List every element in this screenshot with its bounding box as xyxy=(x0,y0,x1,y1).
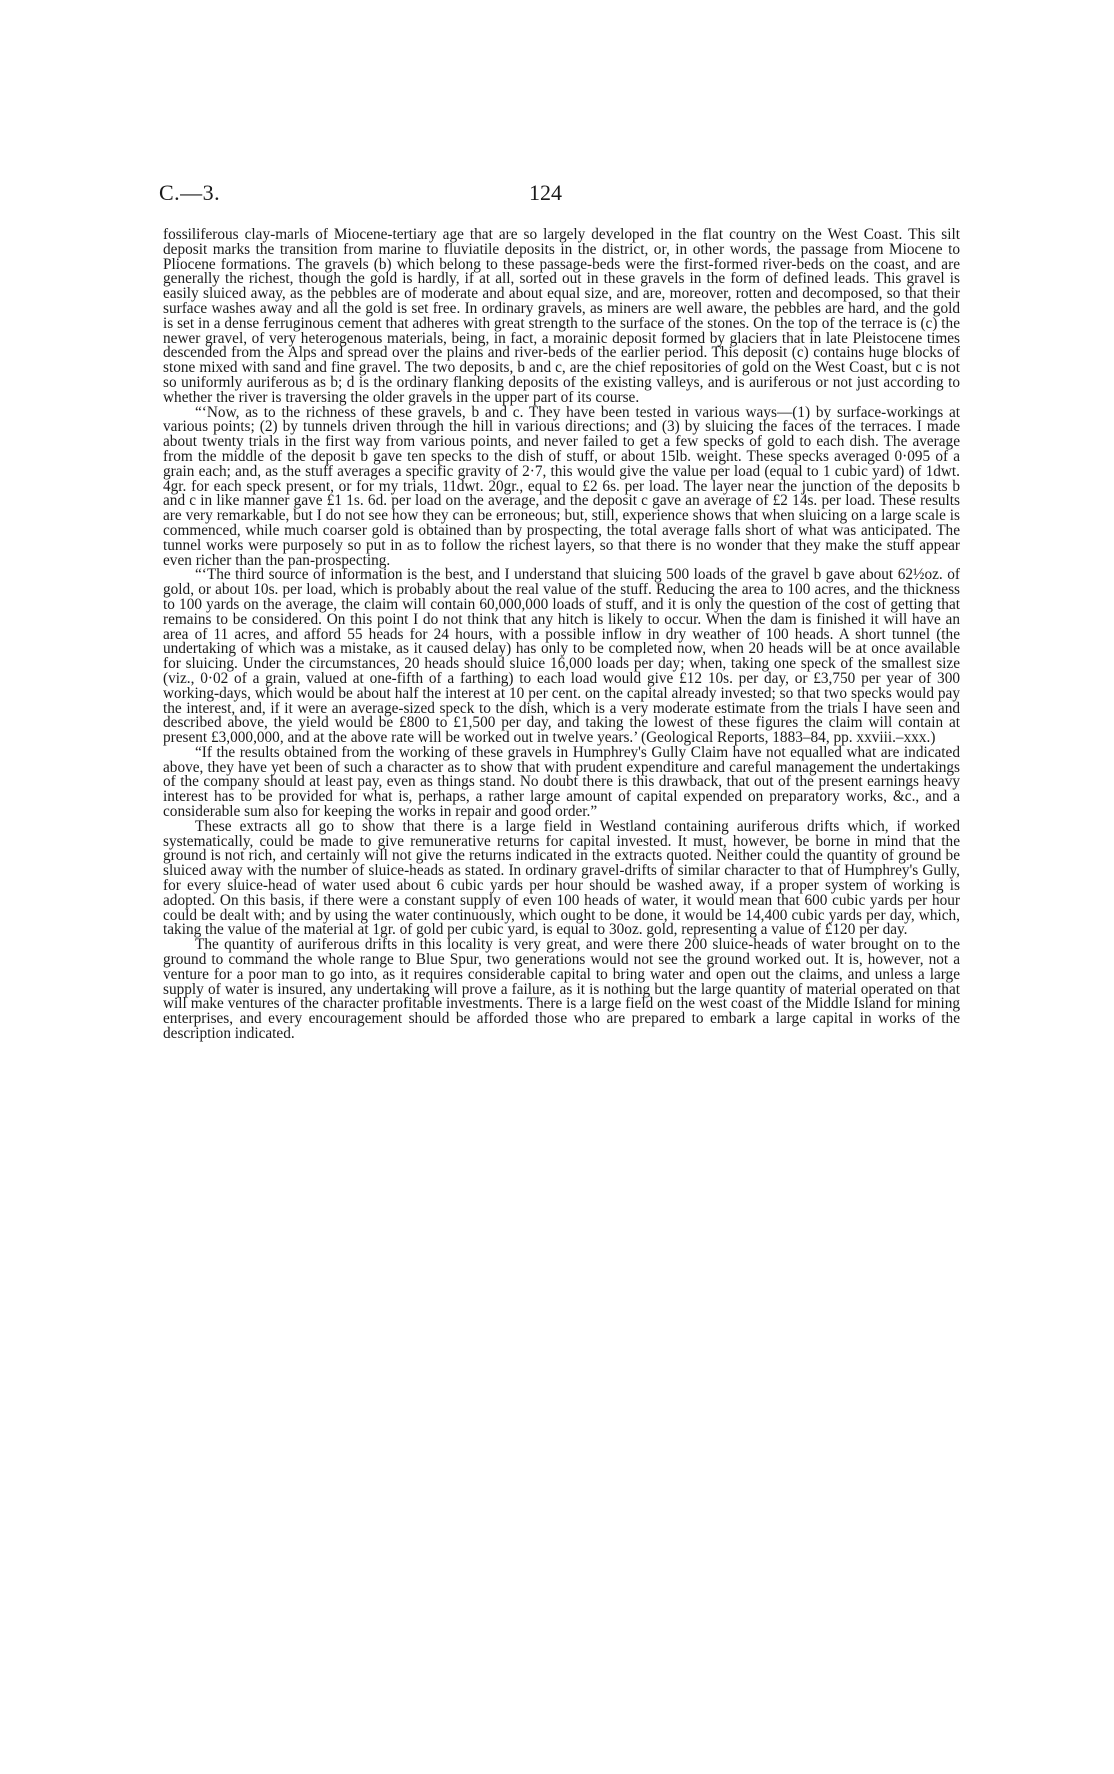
paragraph: “‘The third source of information is the best, and I understand that sluicing 500 loads of the gravel b gave about 62½oz. of gold, or about 10s. per load, which is probably about the real value of the stuff. Reducing the area to 100 acres, and the thickness to 100 yards on the average, the claim will contain 60,000,000 loads of stuff, and it is only the question of the cost of getting that remains to be considered. On this point I do not think that any hitch is likely to occur. When the dam is finished it will have an area of 11 acres, and afford 55 heads for 24 hours, with a possible inflow in dry weather of 100 heads. A short tunnel (the undertaking of which was a mistake, as it caused delay) has only to be completed now, when 20 heads will be at once available for sluicing. Under the circumstances, 20 heads should sluice 16,000 loads per day; when, taking one speck of the smallest size (viz., 0·02 of a grain, valued at one-fifth of a farthing) to each load would give £12 10s. per day, or £3,750 per year of 300 working-days, which would be about half the interest at 10 per cent. on the capital already invested; so that two specks would pay the interest, and, if it were an average-sized speck to the dish, which is a very moderate estimate from the trials I have seen and described above, the yield would be £800 to £1,500 per day, and taking the lowest of these figures the claim will contain at present £3,000,000, and at the above rate will be worked out in twelve years.’ (Geological Reports, 1883–84, pp. xxviii.–xxx.) xyxy=(163,566,960,747)
page-header xyxy=(159,180,979,210)
document-id: C.—3. xyxy=(159,180,221,205)
body-text xyxy=(163,228,960,1042)
paragraph: fossiliferous clay-marls of Miocene-tertiary age that are so largely developed in the flat country on the West Coast. This silt deposit marks the transition from marine to fluviatile deposits in the district, or, in other words, the passage from Miocene to Pliocene formations. The gravels (b) which belong to these passage-beds were the first-formed river-beds on the coast, and are generally the richest, though the gold is hardly, if at all, sorted out in these gravels in the form of defined leads. This gravel is easily sluiced away, as the pebbles are of moderate and about equal size, and are, moreover, rotten and decomposed, so that their surface washes away and all the gold is set free. In ordinary gravels, as miners are well aware, the pebbles are hard, and the gold is set in a dense ferruginous cement that adheres with great strength to the surface of the stones. On the top of the terrace is (c) the newer gravel, of very heterogenous materials, being, in fact, a morainic deposit formed by glaciers that in late Pleistocene times descended from the Alps and spread over the plains and river-beds of the earlier period. This deposit (c) contains huge blocks of stone mixed with sand and fine gravel. The two deposits, b and c, are the chief repositories of gold on the West Coast, but c is not so uniformly auriferous as b; d is the ordinary flanking deposits of the existing valleys, and is auriferous or not just according to whether the river is traversing the older gravels in the upper part of its course. xyxy=(163,226,960,406)
paragraph: These extracts all go to show that there is a large field in Westland containing auriferous drifts which, if worked systematically, could be made to give remunerative returns for capital invested. It must, however, be borne in mind that the ground is not rich, and certainly will not give the returns indicated in the extracts quoted. Neither could the quantity of ground be sluiced away with the number of sluice-heads as stated. In ordinary gravel-drifts of similar character to that of Humphrey's Gully, for every sluice-head of water used about 6 cubic yards per hour should be washed away, if a proper system of working is adopted. On this basis, if there were a constant supply of even 100 heads of water, it would mean that 600 cubic yards per hour could be dealt with; and by using the water continuously, which ought to be done, it would be 14,400 cubic yards per day, which, taking the value of the material at 1gr. of gold per cubic yard, is equal to 30oz. gold, representing a value of £120 per day. xyxy=(163,817,960,939)
paragraph: “‘Now, as to the richness of these gravels, b and c. They have been tested in various ways—(1) by surface-workings at various points; (2) by tunnels driven through the hill in various directions; and (3) by sluicing the faces of the terraces. I made about twenty trials in the first way from various points, and never failed to get a few specks of gold to each dish. The average from the middle of the deposit b gave ten specks to the dish of stuff, or about 15lb. weight. These specks averaged 0·095 of a grain each; and, as the stuff averages a specific gravity of 2·7, this would give the value per load (equal to 1 cubic yard) of 1dwt. 4gr. for each speck present, or for my trials, 11dwt. 20gr., equal to £2 6s. per load. The layer near the junction of the deposits b and c in like manner gave £1 1s. 6d. per load on the average, and the deposit c gave an average of £2 14s. per load. These results are very remarkable, but I do not see how they can be erroneous; but, still, experience shows that when sluicing on a large scale is commenced, while much coarser gold is obtained than by prospecting, the total average falls short of what was anticipated. The tunnel works were purposely so put in as to follow the richest layers, so that there is no wonder that they make the stuff appear even richer than the pan-prospecting. xyxy=(163,403,960,569)
paragraph: “If the results obtained from the working of these gravels in Humphrey's Gully Claim have not equalled what are indicated above, they have yet been of such a character as to show that with prudent expenditure and careful management the undertakings of the company should at least pay, even as things stand. No doubt there is this drawback, that out of the present earnings heavy interest has to be provided for what is, perhaps, a rather large amount of capital expended on preparatory works, &c., and a considerable sum also for keeping the works in repair and good order.” xyxy=(163,743,960,821)
page-number: 124 xyxy=(529,180,562,205)
paragraph: The quantity of auriferous drifts in this locality is very great, and were there 200 sluice-heads of water brought on to the ground to command the whole range to Blue Spur, two generations would not see the ground worked out. It is, however, not a venture for a poor man to go into, as it requires considerable capital to bring water and open out the claims, and unless a large supply of water is insured, any undertaking will prove a failure, as it is nothing but the large quantity of material operated on that will make ventures of the character profitable investments. There is a large field on the west coast of the Middle Island for mining enterprises, and every encouragement should be afforded those who are prepared to embark a large capital in works of the description indicated. xyxy=(163,936,960,1043)
